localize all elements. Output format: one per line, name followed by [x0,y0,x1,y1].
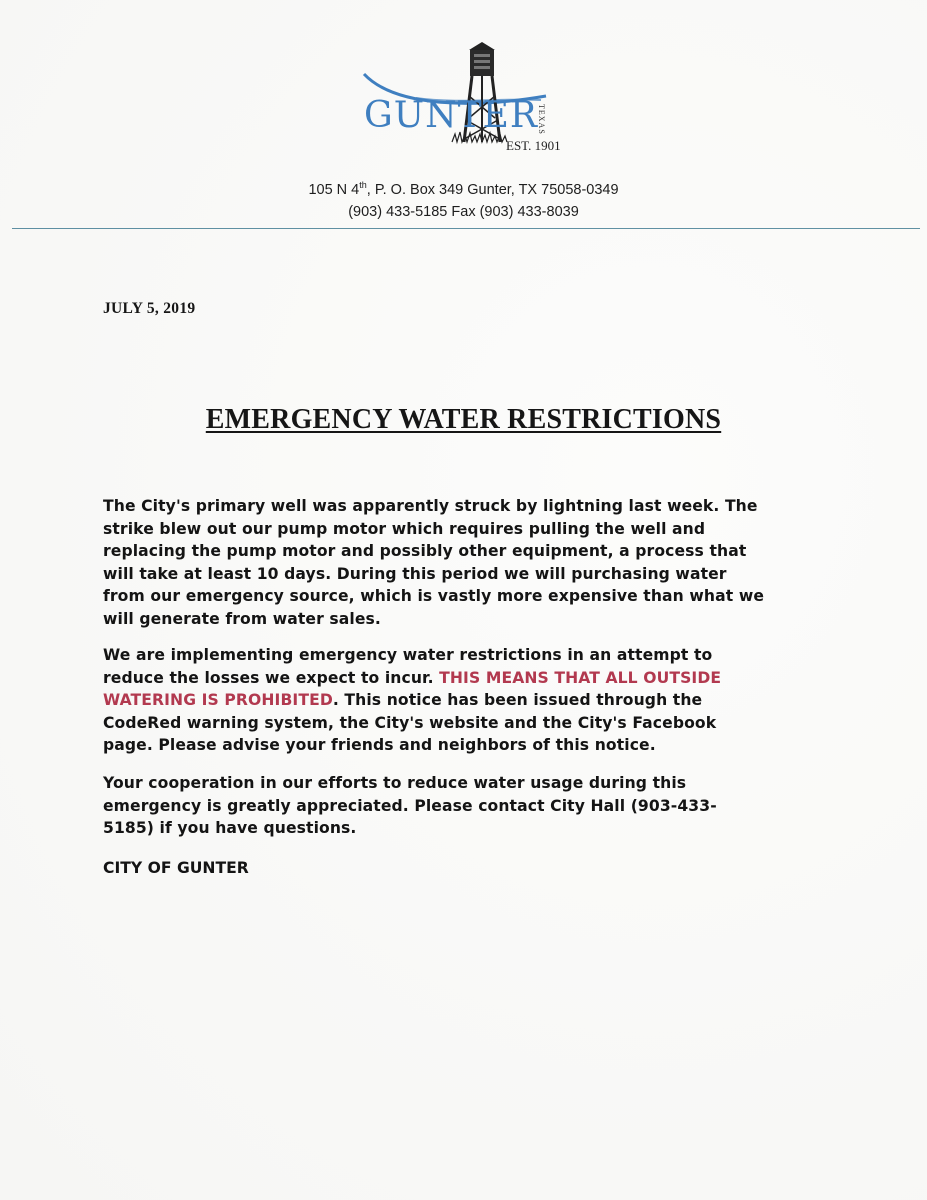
paragraph-restrictions: We are implementing emergency water restrictions in an attempt to reduce the losses we expect to incur. THIS MEANS THAT ALL OUTSIDE WATERING IS PROHIBITED. This notice has been issued through the CodeRed warning system, the City's website and the City's Facebook page. Please advise your friends and neighbors of this notice. [103,646,722,754]
letter-date: JULY 5, 2019 [103,300,196,317]
logo-wordmark: GUNTER [364,95,538,136]
paragraph-cooperation: Your cooperation in our efforts to reduce water usage during this emergency is greatly appreciated. Please contact City Hall (903-433- 5185) if you have questions. [103,774,717,837]
letterhead-divider [12,228,920,229]
address-line-1: 105 N 4th, P. O. Box 349 Gunter, TX 75058-0349 [308,180,619,198]
gunter-logo [356,38,578,158]
paragraph-lightning: The City's primary well was apparently struck by lightning last week. The strike blew out our pump motor which requires pulling the well and replacing the pump motor and possibly other equipment, a process that will take at least 10 days. During this period we will purchasing water from our emergency source, which is vastly more expensive than what we will generate from water sales. [103,497,765,628]
logo-state: TEXAS [537,104,546,135]
prohibition-notice-cont: WATERING IS PROHIBITED [103,691,333,709]
address-line-2: (903) 433-5185 Fax (903) 433-8039 [348,203,579,220]
logo-established: EST. 1901 [506,138,561,153]
signature: CITY OF GUNTER [103,859,249,877]
page-title: EMERGENCY WATER RESTRICTIONS [205,404,722,435]
prohibition-notice: THIS MEANS THAT ALL OUTSIDE [439,668,722,687]
letterhead-address [0,174,927,223]
